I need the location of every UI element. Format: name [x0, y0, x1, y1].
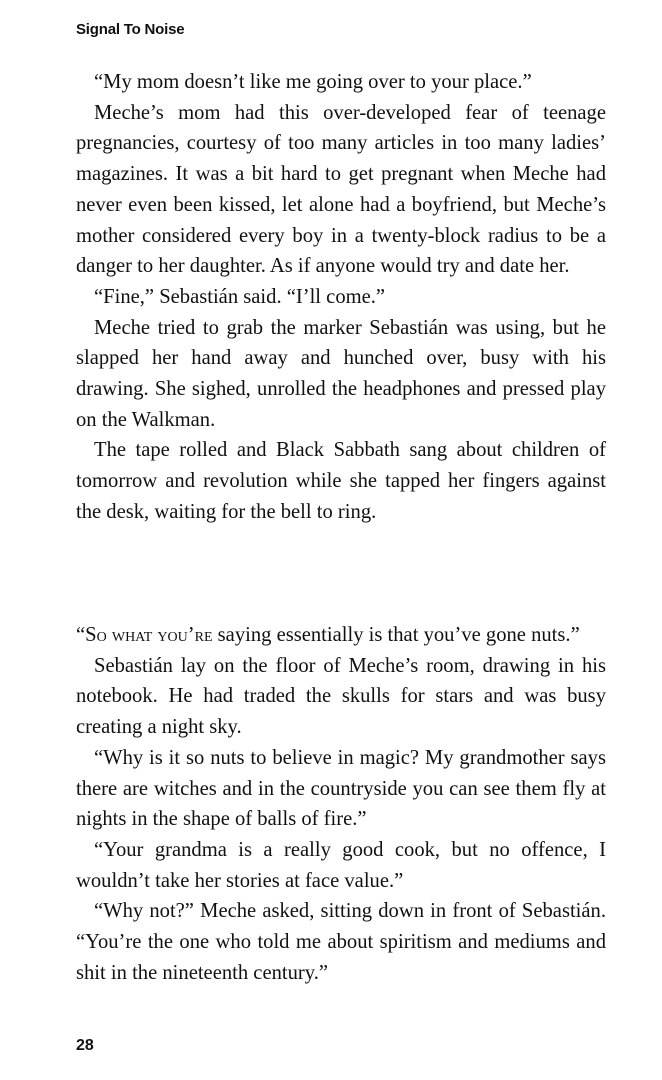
paragraph: The tape rolled and Black Sabbath sang about children of tomorrow and revolution while she tapped her fingers against the desk, waiting for the bell to ring. [76, 439, 606, 523]
running-head: Signal To Noise [76, 21, 185, 38]
paragraph: “My mom doesn’t like me going over to your place.” [94, 71, 532, 93]
small-caps-lead-in: “So what you’re [76, 624, 213, 646]
paragraph: Sebastián lay on the floor of Meche’s room, drawing in his notebook. He had traded the skulls for stars and was busy creating a night sky. [76, 654, 606, 739]
paragraph: “Fine,” Sebastián said. “I’ll come.” [94, 285, 386, 308]
paragraph: “Why not?” Meche asked, sitting down in front of Sebastián. “You’re the one who told me about spiritism and mediums and shit in the nineteenth century.” [76, 900, 606, 984]
paragraph: “Your grandma is a really good cook, but no offence, I wouldn’t take her stories at face value.” [76, 838, 606, 892]
section-opening-paragraph [76, 620, 606, 651]
page-number: 28 [76, 1037, 94, 1054]
paragraph: Meche’s mom had this over-developed fear of teenage pregnancies, courtesy of too many articles in too many ladies’ magazines. It was a bit hard to get pregnant when Meche had never even been kissed, let alone had a boyfriend, but Meche’s mother considered every boy in a twenty-block radius to be a danger to her daughter. As if anyone would try and date her. [76, 101, 606, 278]
text-section-2 [76, 620, 606, 988]
text-section-1 [76, 67, 606, 528]
paragraph: Meche tried to grab the marker Sebastián was using, but he slapped her hand away and hunched over, busy with his drawing. She sighed, unrolled the headphones and pressed play on the Walkman. [76, 316, 606, 431]
paragraph: “Why is it so nuts to believe in magic? My grandmother says there are witches and in the countryside you can see them fly at nights in the shape of balls of fire.” [76, 746, 606, 831]
opening-text: saying essentially is that you’ve gone nuts.” [212, 624, 580, 646]
